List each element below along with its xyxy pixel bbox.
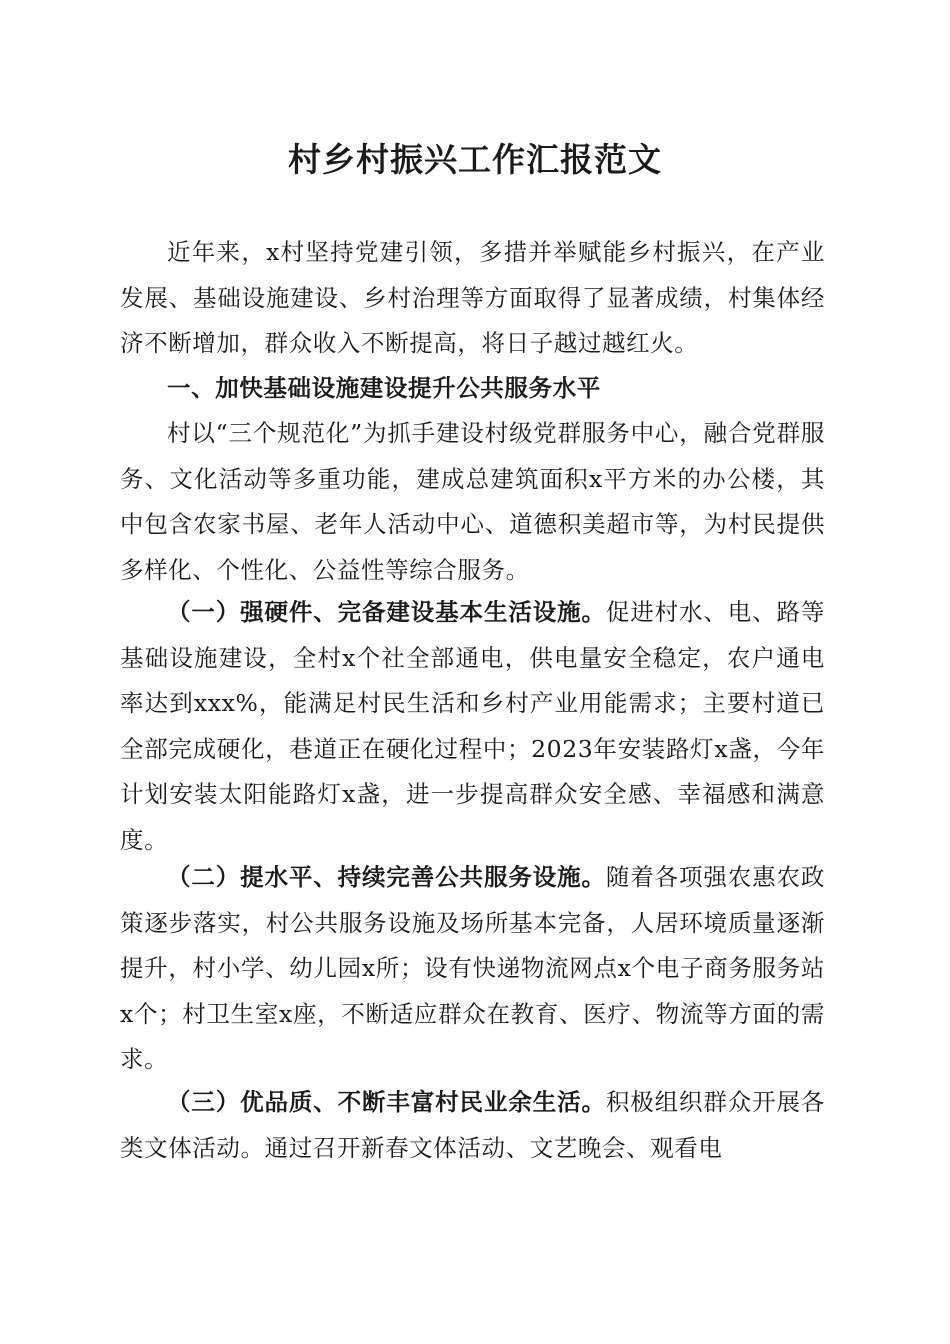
- section-paragraph: 村以“三个规范化”为抓手建设村级党群服务中心，融合党群服务、文化活动等多重功能，建成总建筑面积x平方米的办公楼，其中包含农家书屋、老年人活动中心、道德积美超市等，为村民提供多样化、个性化、公益性等综合服务。: [120, 419, 825, 584]
- subsection-2-lead: （二）提水平、持续完善公共服务设施。: [167, 863, 606, 891]
- subsection-2-text: 随着各项强农惠农政策逐步落实，村公共服务设施及场所基本完备，人居环境质量逐渐提升，村小学、幼儿园x所；设有快递物流网点x个电子商务服务站x个；村卫生室x座，不断适应群众在教育、医疗、物流等方面的需求。: [120, 863, 825, 1073]
- subsection-1-paragraph: [120, 590, 825, 863]
- document-title: 村乡村振兴工作汇报范文: [288, 140, 662, 179]
- subsection-1-text: 促进村水、电、路等基础设施建设，全村x个社全部通电，供电量安全稳定，农户通电率达到xxx%，能满足村民生活和乡村产业用能需求；主要村道已全部完成硬化，巷道正在硬化过程中；2023年安装路灯x盏，今年计划安装太阳能路灯x盏，进一步提高群众安全感、幸福感和满意度。: [120, 598, 825, 854]
- subsection-2-paragraph: [120, 855, 825, 1083]
- subsection-1-lead: （一）强硬件、完备建设基本生活设施。: [167, 598, 606, 626]
- subsection-3-text: 积极组织群众开展各类文体活动。通过召开新春文体活动、文艺晚会、观看电: [120, 1088, 825, 1162]
- subsection-3-paragraph: [120, 1080, 825, 1171]
- section-heading: 一、加快基础设施建设提升公共服务水平: [167, 374, 601, 402]
- intro-paragraph: 近年来，x村坚持党建引领，多措并举赋能乡村振兴，在产业发展、基础设施建设、乡村治理等方面取得了显著成绩，村集体经济不断增加，群众收入不断提高，将日子越过越红火。: [120, 238, 825, 357]
- subsection-3-lead: （三）优品质、不断丰富村民业余生活。: [167, 1088, 606, 1116]
